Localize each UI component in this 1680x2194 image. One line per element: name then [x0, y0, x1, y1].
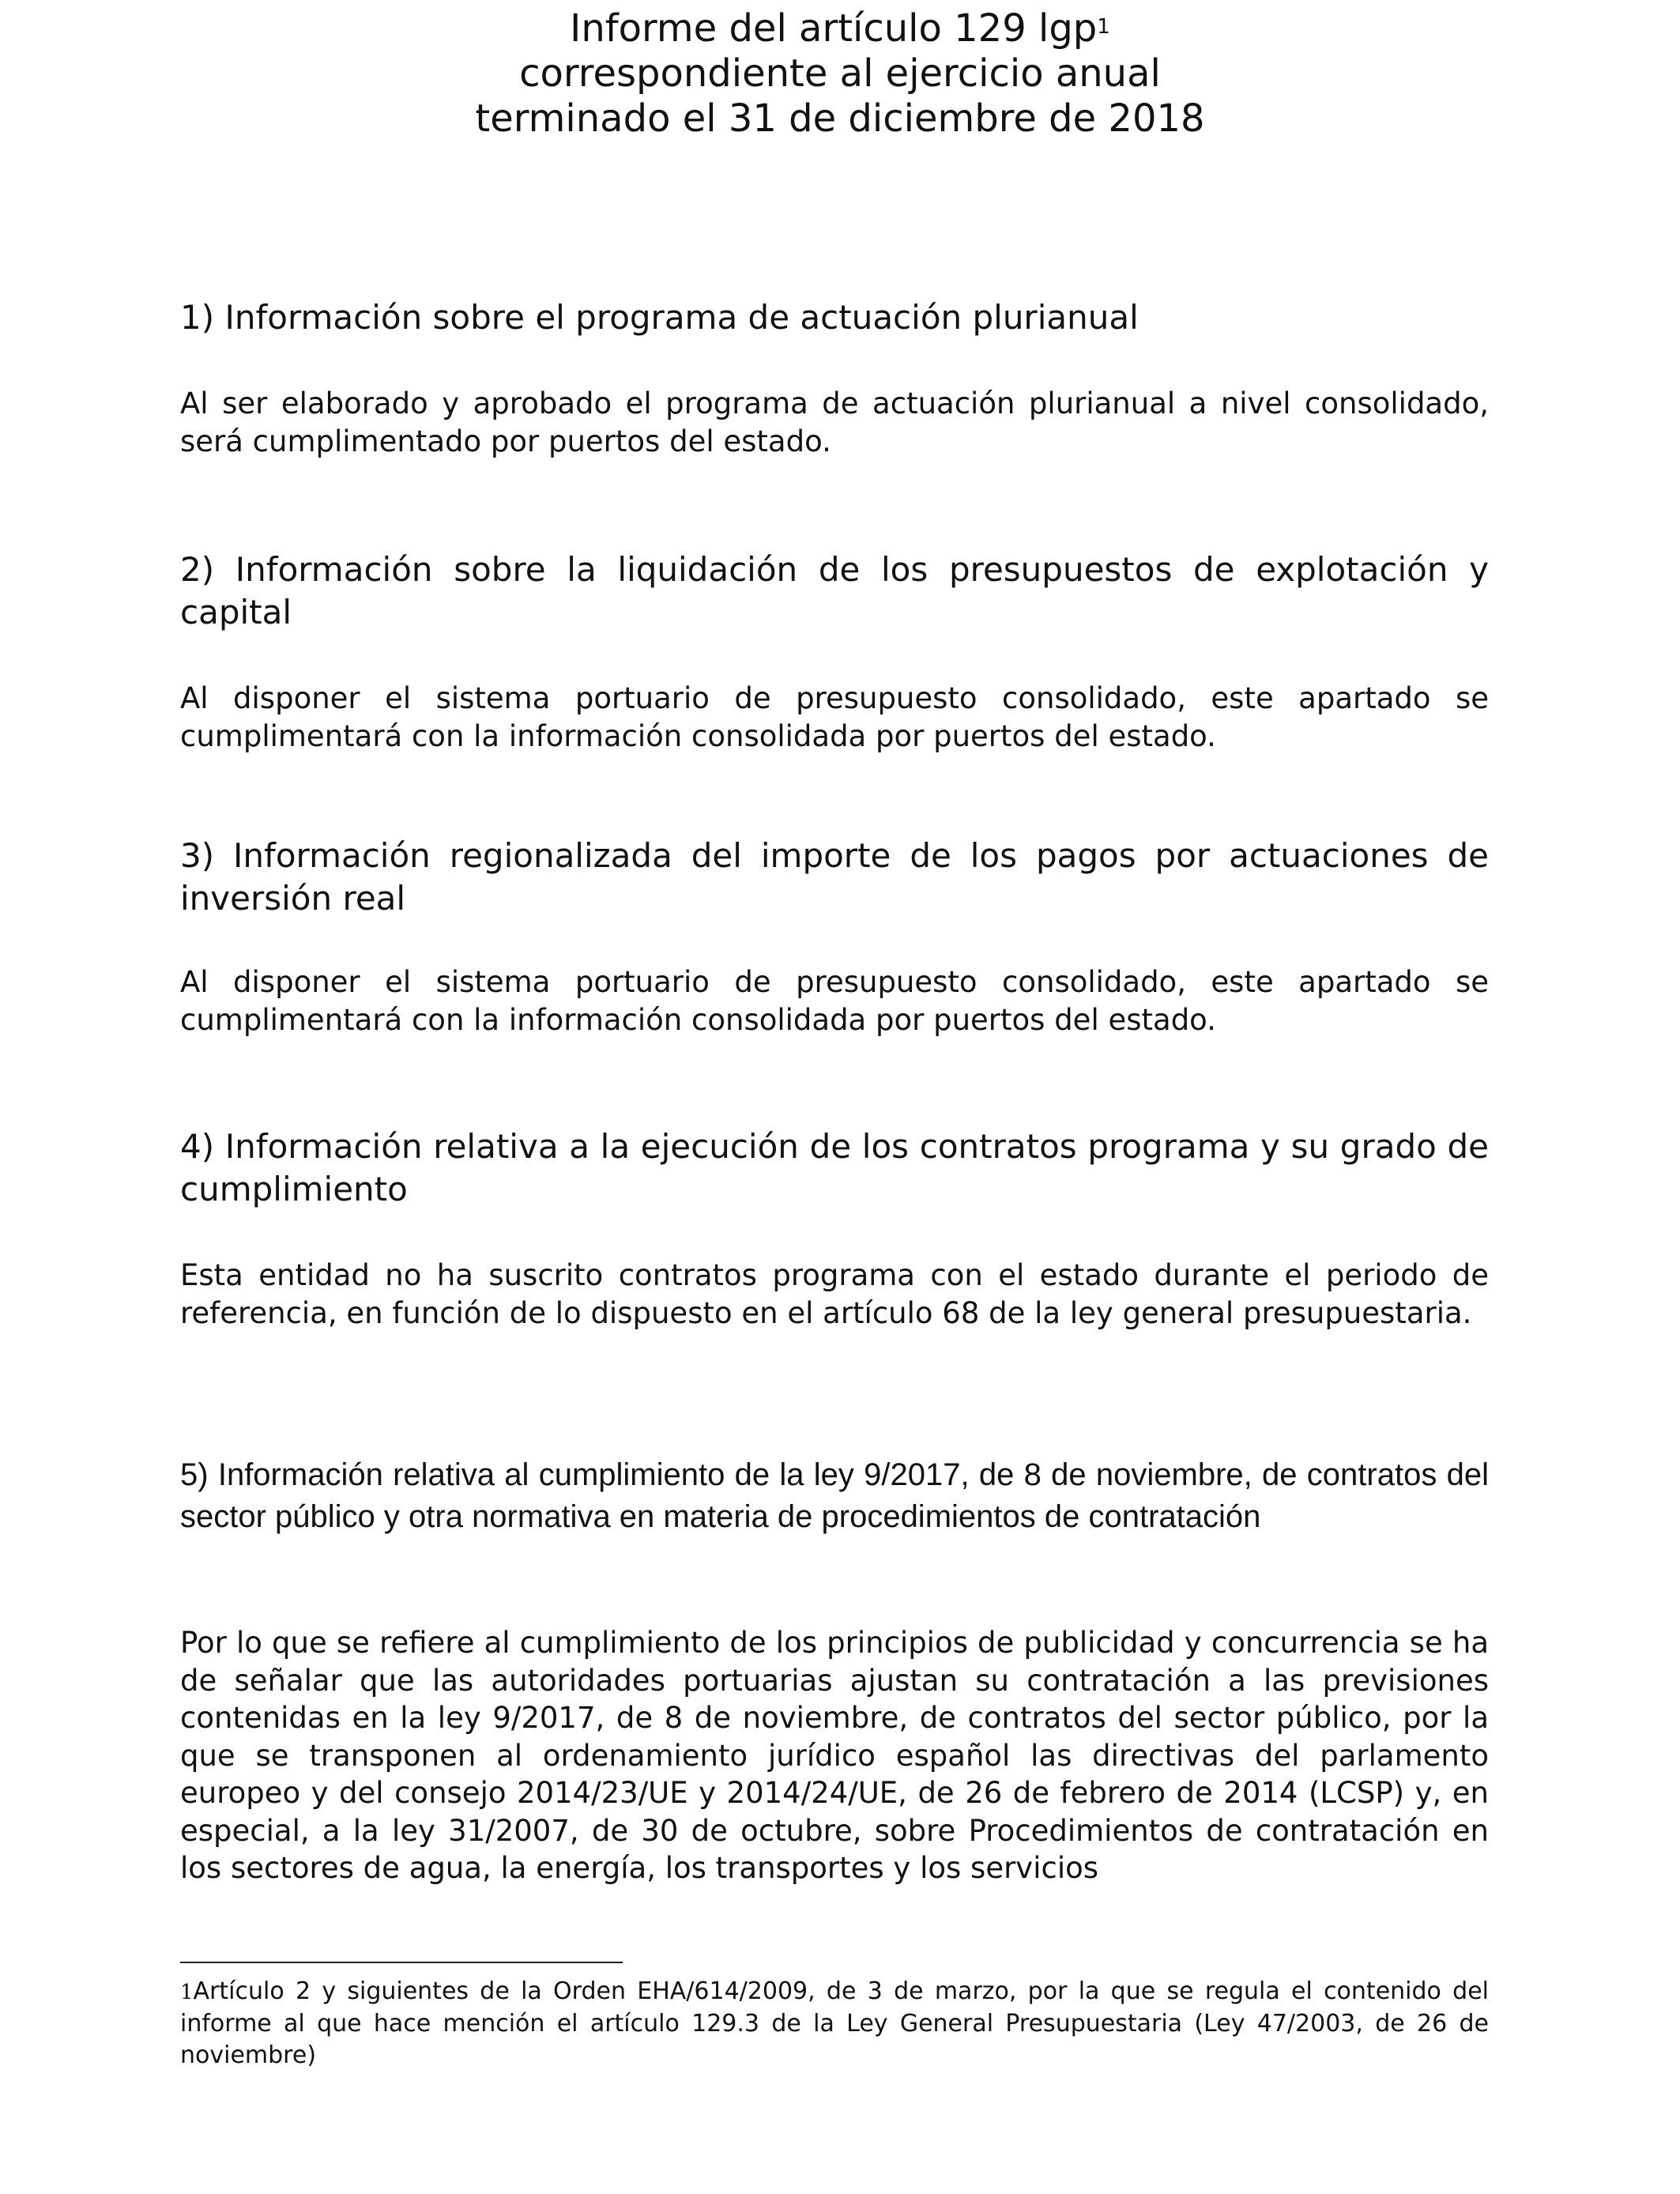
section-5-heading: 5) Información relativa al cumplimiento de la ley 9/2017, de 8 de noviembre, de contratos del sector público y otra normativa en materia de procedimientos de contratación [180, 1457, 1489, 1534]
section-2-body: Al disponer el sistema portuario de presupuesto consolidado, este apartado se cumplimentará con la información consolidada por puertos del estado. [180, 681, 1489, 753]
footnote-mark: 1 [180, 1981, 194, 2004]
section-4-body: Esta entidad no ha suscrito contratos programa con el estado durante el periodo de referencia, en función de lo dispuesto en el artículo 68 de la ley general presupuestaria. [180, 1258, 1489, 1330]
document-title [0, 6, 1680, 141]
footnote-text: Artículo 2 y siguientes de la Orden EHA/614/2009, de 3 de marzo, por la que se regula el contenido del informe al que hace mención el artículo 129.3 de la Ley General Presupuestaria (Ley 47/2003, de 26 de noviembre) [180, 1977, 1489, 2069]
footnote [180, 1976, 1489, 2071]
section-1-heading: 1) Información sobre el programa de actuación plurianual [180, 298, 1139, 337]
footnote-separator [180, 1962, 623, 1963]
section-1-body: Al ser elaborado y aprobado el programa de actuación plurianual a nivel consolidado, será cumplimentado por puertos del estado. [180, 386, 1489, 458]
footnote-reference[interactable]: 1 [1097, 15, 1110, 39]
section-4-heading: 4) Información relativa a la ejecución de los contratos programa y su grado de cumplimiento [180, 1127, 1489, 1208]
title-line-1-text: Informe del artículo 129 lgp [570, 6, 1098, 51]
title-line-1 [0, 6, 1680, 51]
section-5-body: Por lo que se refiere al cumplimiento de los principios de publicidad y concurrencia se ha de señalar que las autoridades portuarias ajustan su contratación a las previsiones contenidas en la ley 9/2017, de 8 de noviembre, de contratos del sector público, por la que se transponen al ordenamiento jurídico español las directivas del parlamento europeo y del consejo 2014/23/UE y 2014/24/UE, de 26 de febrero de 2014 (LCSP) y, en especial, a la ley 31/2007, de 30 de octubre, sobre Procedimientos de contratación en los sectores de agua, la energía, los transportes y los servicios [180, 1626, 1489, 1885]
section-2-heading: 2) Información sobre la liquidación de los presupuestos de explotación y capital [180, 550, 1489, 631]
section-3-heading: 3) Información regionalizada del importe de los pagos por actuaciones de inversión real [180, 836, 1489, 918]
title-line-3: terminado el 31 de diciembre de 2018 [475, 96, 1205, 141]
title-line-2: correspondiente al ejercicio anual [519, 51, 1161, 96]
section-3-body: Al disponer el sistema portuario de presupuesto consolidado, este apartado se cumplimentará con la información consolidada por puertos del estado. [180, 965, 1489, 1037]
